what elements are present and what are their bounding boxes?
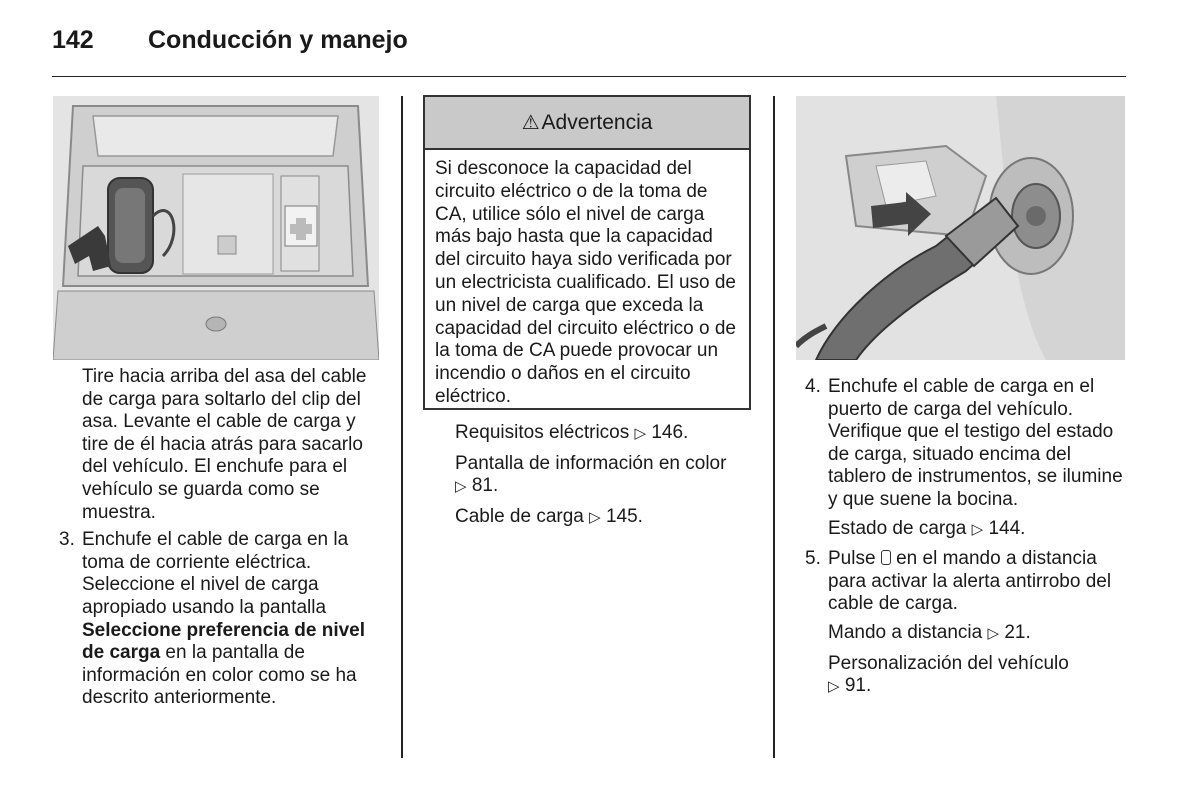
middle-references [455,422,755,536]
warning-triangle-icon: ⚠ [521,112,540,134]
step-5-text-b: en el mando a distancia para activar la alerta antirrobo del cable de carga. [828,548,1112,615]
warning-header [425,97,749,150]
warning-body: Si desconoce la capacidad del circuito eléctrico o de la toma de CA, utilice sólo el nivel de carga más bajo hasta que la capacidad del circuito haya sido verificada por un electricista cualificado. El uso de un nivel de carga que exceda la capacidad del circuito eléctrico o de la toma de CA puede provocar un incendio o daños en el circuito eléctrico. [435,158,737,407]
left-column-text [59,366,382,710]
triangle-arrow-icon: ▷ [455,478,467,496]
reference-page: 145. [605,505,643,527]
chapter-title: Conducción y manejo [148,26,408,54]
step-3-text [82,529,382,710]
reference-color-display[interactable] [455,453,755,499]
reference-text: Pantalla de información en color [455,452,727,474]
column-divider-left [401,96,403,758]
reference-electrical-requirements[interactable] [455,422,755,446]
page-number: 142 [52,26,94,54]
step-4 [805,376,1128,512]
charging-port-illustration [796,96,1125,360]
step-3-number: 3. [59,529,75,551]
reference-text: Personalización del vehículo [828,652,1069,674]
step-3-text-a: Enchufe el cable de carga en la toma de corriente eléctrica. Seleccione el nivel de carga apropiado usando la pantalla [82,529,349,618]
warning-box [423,95,751,410]
reference-remote-control[interactable] [828,622,1128,646]
reference-text: Cable de carga [455,505,584,527]
step-5-text [828,548,1128,616]
column-divider-right [773,96,775,758]
reference-charge-status[interactable] [828,518,1128,542]
step-5-number: 5. [805,548,821,570]
trunk-storage-illustration [53,96,379,360]
step-3-text-b: en la pantalla de información en color como se ha descrito anteriormente. [82,642,357,709]
triangle-arrow-icon: ▷ [987,624,1000,642]
reference-text: Mando a distancia [828,621,983,643]
page-header [52,24,1126,77]
reference-page: 21. [1004,621,1031,643]
triangle-arrow-icon: ▷ [589,508,601,526]
step-5-text-a: Pulse [828,548,876,570]
intro-paragraph: Tire hacia arriba del asa del cable de carga para soltarlo del clip del asa. Levante el cable de carga y tire de él hacia atrás para sacarlo del vehículo. El enchufe para el vehículo se guarda como se muestra. [82,366,367,523]
reference-text: Estado de carga [828,517,967,539]
step-4-number: 4. [805,376,821,397]
reference-page: 81. [471,475,499,497]
reference-text: Requisitos eléctricos [455,422,630,443]
reference-page: 144. [988,517,1026,539]
reference-page: 146. [651,422,689,443]
step-5 [805,548,1128,616]
step-3 [59,529,382,710]
reference-vehicle-personalization[interactable] [828,653,1128,699]
warning-title: Advertencia [541,110,653,134]
triangle-arrow-icon: ▷ [828,678,840,696]
triangle-arrow-icon: ▷ [634,425,647,442]
triangle-arrow-icon: ▷ [971,520,984,538]
step-3-bold-label: Seleccione preferencia de nivel de carga [82,619,366,664]
key-fob-icon [881,550,891,565]
reference-charge-cable[interactable] [455,506,755,530]
right-column-text [805,376,1128,706]
step-4-text: Enchufe el cable de carga en el puerto de carga del vehículo. Verifique que el testigo del estado de carga, situado encima del tablero de instrumentos, se ilumine y que suene la bocina. [828,376,1123,510]
reference-page: 91. [844,675,872,697]
